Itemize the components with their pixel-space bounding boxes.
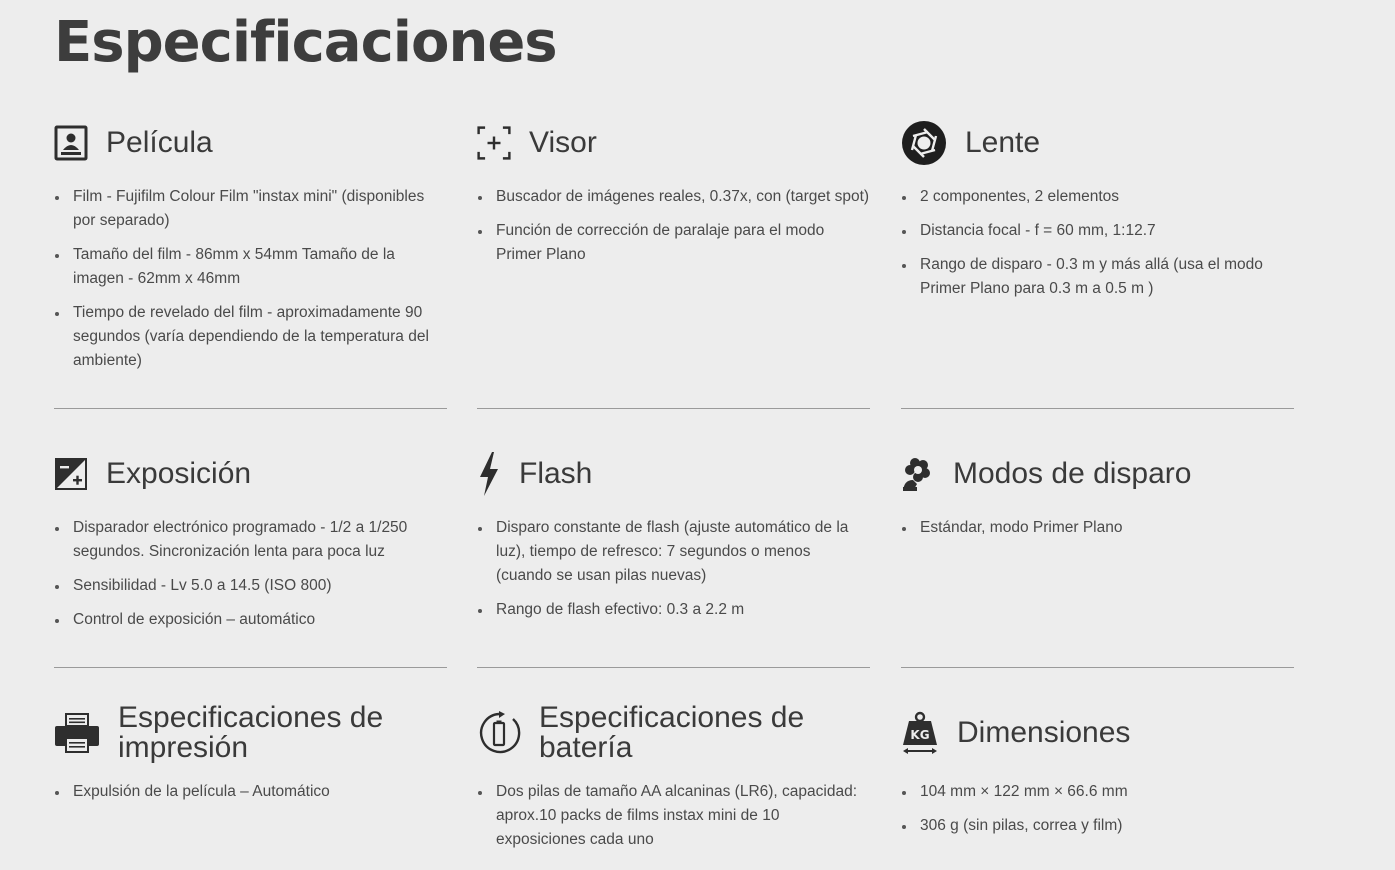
section-title: Película [106, 126, 213, 159]
card-header [477, 698, 870, 768]
card-header [901, 698, 1294, 768]
viewfinder-icon [477, 126, 511, 160]
list-item: 104 mm × 122 mm × 66.6 mm [901, 780, 1294, 804]
list-item: Dos pilas de tamaño AA alcaninas (LR6), capacidad: aprox.10 packs de films instax mini de 10 exposiciones cada uno [477, 780, 870, 852]
svg-text:KG: KG [910, 728, 930, 742]
spec-list [901, 780, 1294, 838]
card-header [54, 698, 447, 768]
spec-card-visor [477, 113, 870, 277]
list-item: Sensibilidad - Lv 5.0 a 14.5 (ISO 800) [54, 574, 447, 598]
spec-list [901, 516, 1294, 540]
list-item: Expulsión de la película – Automático [54, 780, 447, 804]
spec-card-dimensiones [901, 698, 1294, 848]
spec-list [477, 780, 870, 852]
aperture-icon [901, 120, 947, 166]
list-item: Rango de disparo - 0.3 m y más allá (usa el modo Primer Plano para 0.3 m a 0.5 m ) [901, 253, 1294, 301]
section-title: Visor [529, 126, 597, 159]
spec-card-pelicula [54, 113, 447, 383]
list-item: Disparo constante de flash (ajuste automático de la luz), tiempo de refresco: 7 segundos o menos (cuando se usan pilas nuevas) [477, 516, 870, 588]
list-item: 2 componentes, 2 elementos [901, 185, 1294, 209]
section-divider [54, 408, 447, 409]
list-item: Función de corrección de paralaje para el modo Primer Plano [477, 219, 870, 267]
film-portrait-icon [54, 126, 88, 160]
list-item: Control de exposición – automático [54, 608, 447, 632]
card-header [54, 444, 447, 504]
list-item: 306 g (sin pilas, correa y film) [901, 814, 1294, 838]
section-title: Especificaciones de batería [539, 701, 805, 764]
list-item: Film - Fujifilm Colour Film "instax mini" (disponibles por separado) [54, 185, 447, 233]
list-item: Tamaño del film - 86mm x 54mm Tamaño de la imagen - 62mm x 46mm [54, 243, 447, 291]
spec-list [54, 780, 447, 804]
section-divider [901, 667, 1294, 668]
spec-card-lente [901, 113, 1294, 311]
card-header [477, 444, 870, 504]
list-item: Distancia focal - f = 60 mm, 1:12.7 [901, 219, 1294, 243]
section-divider [54, 667, 447, 668]
card-header [901, 113, 1294, 173]
card-header [901, 444, 1294, 504]
section-divider [901, 408, 1294, 409]
printer-icon [54, 713, 100, 753]
section-title: Dimensiones [957, 716, 1131, 749]
spec-card-flash [477, 444, 870, 632]
spec-list [477, 516, 870, 622]
exposure-icon [54, 457, 88, 491]
list-item: Tiempo de revelado del film - aproximadamente 90 segundos (varía dependiendo de la temperatura del ambiente) [54, 301, 447, 373]
spec-card-modos [901, 444, 1294, 550]
spec-list [477, 185, 870, 267]
list-item: Rango de flash efectivo: 0.3 a 2.2 m [477, 598, 870, 622]
section-title: Exposición [106, 457, 252, 490]
section-title: Especificaciones de impresión [118, 701, 384, 764]
section-title: Lente [965, 126, 1041, 159]
spec-list [54, 516, 447, 632]
section-title: Flash [519, 457, 593, 490]
page-title: Especificaciones [54, 10, 557, 75]
spec-card-exposicion [54, 444, 447, 642]
list-item: Estándar, modo Primer Plano [901, 516, 1294, 540]
shooting-mode-icon [901, 457, 935, 491]
weight-kg-icon [901, 711, 939, 755]
battery-icon [477, 711, 521, 755]
list-item: Buscador de imágenes reales, 0.37x, con (target spot) [477, 185, 870, 209]
spec-list [54, 185, 447, 373]
card-header [54, 113, 447, 173]
section-title: Modos de disparo [953, 457, 1192, 490]
card-header [477, 113, 870, 173]
list-item: Disparador electrónico programado - 1/2 a 1/250 segundos. Sincronización lenta para poca luz [54, 516, 447, 564]
section-divider [477, 667, 870, 668]
spec-list [901, 185, 1294, 301]
spec-card-bateria [477, 698, 870, 862]
section-divider [477, 408, 870, 409]
flash-icon [477, 457, 501, 491]
spec-card-impresion [54, 698, 447, 814]
